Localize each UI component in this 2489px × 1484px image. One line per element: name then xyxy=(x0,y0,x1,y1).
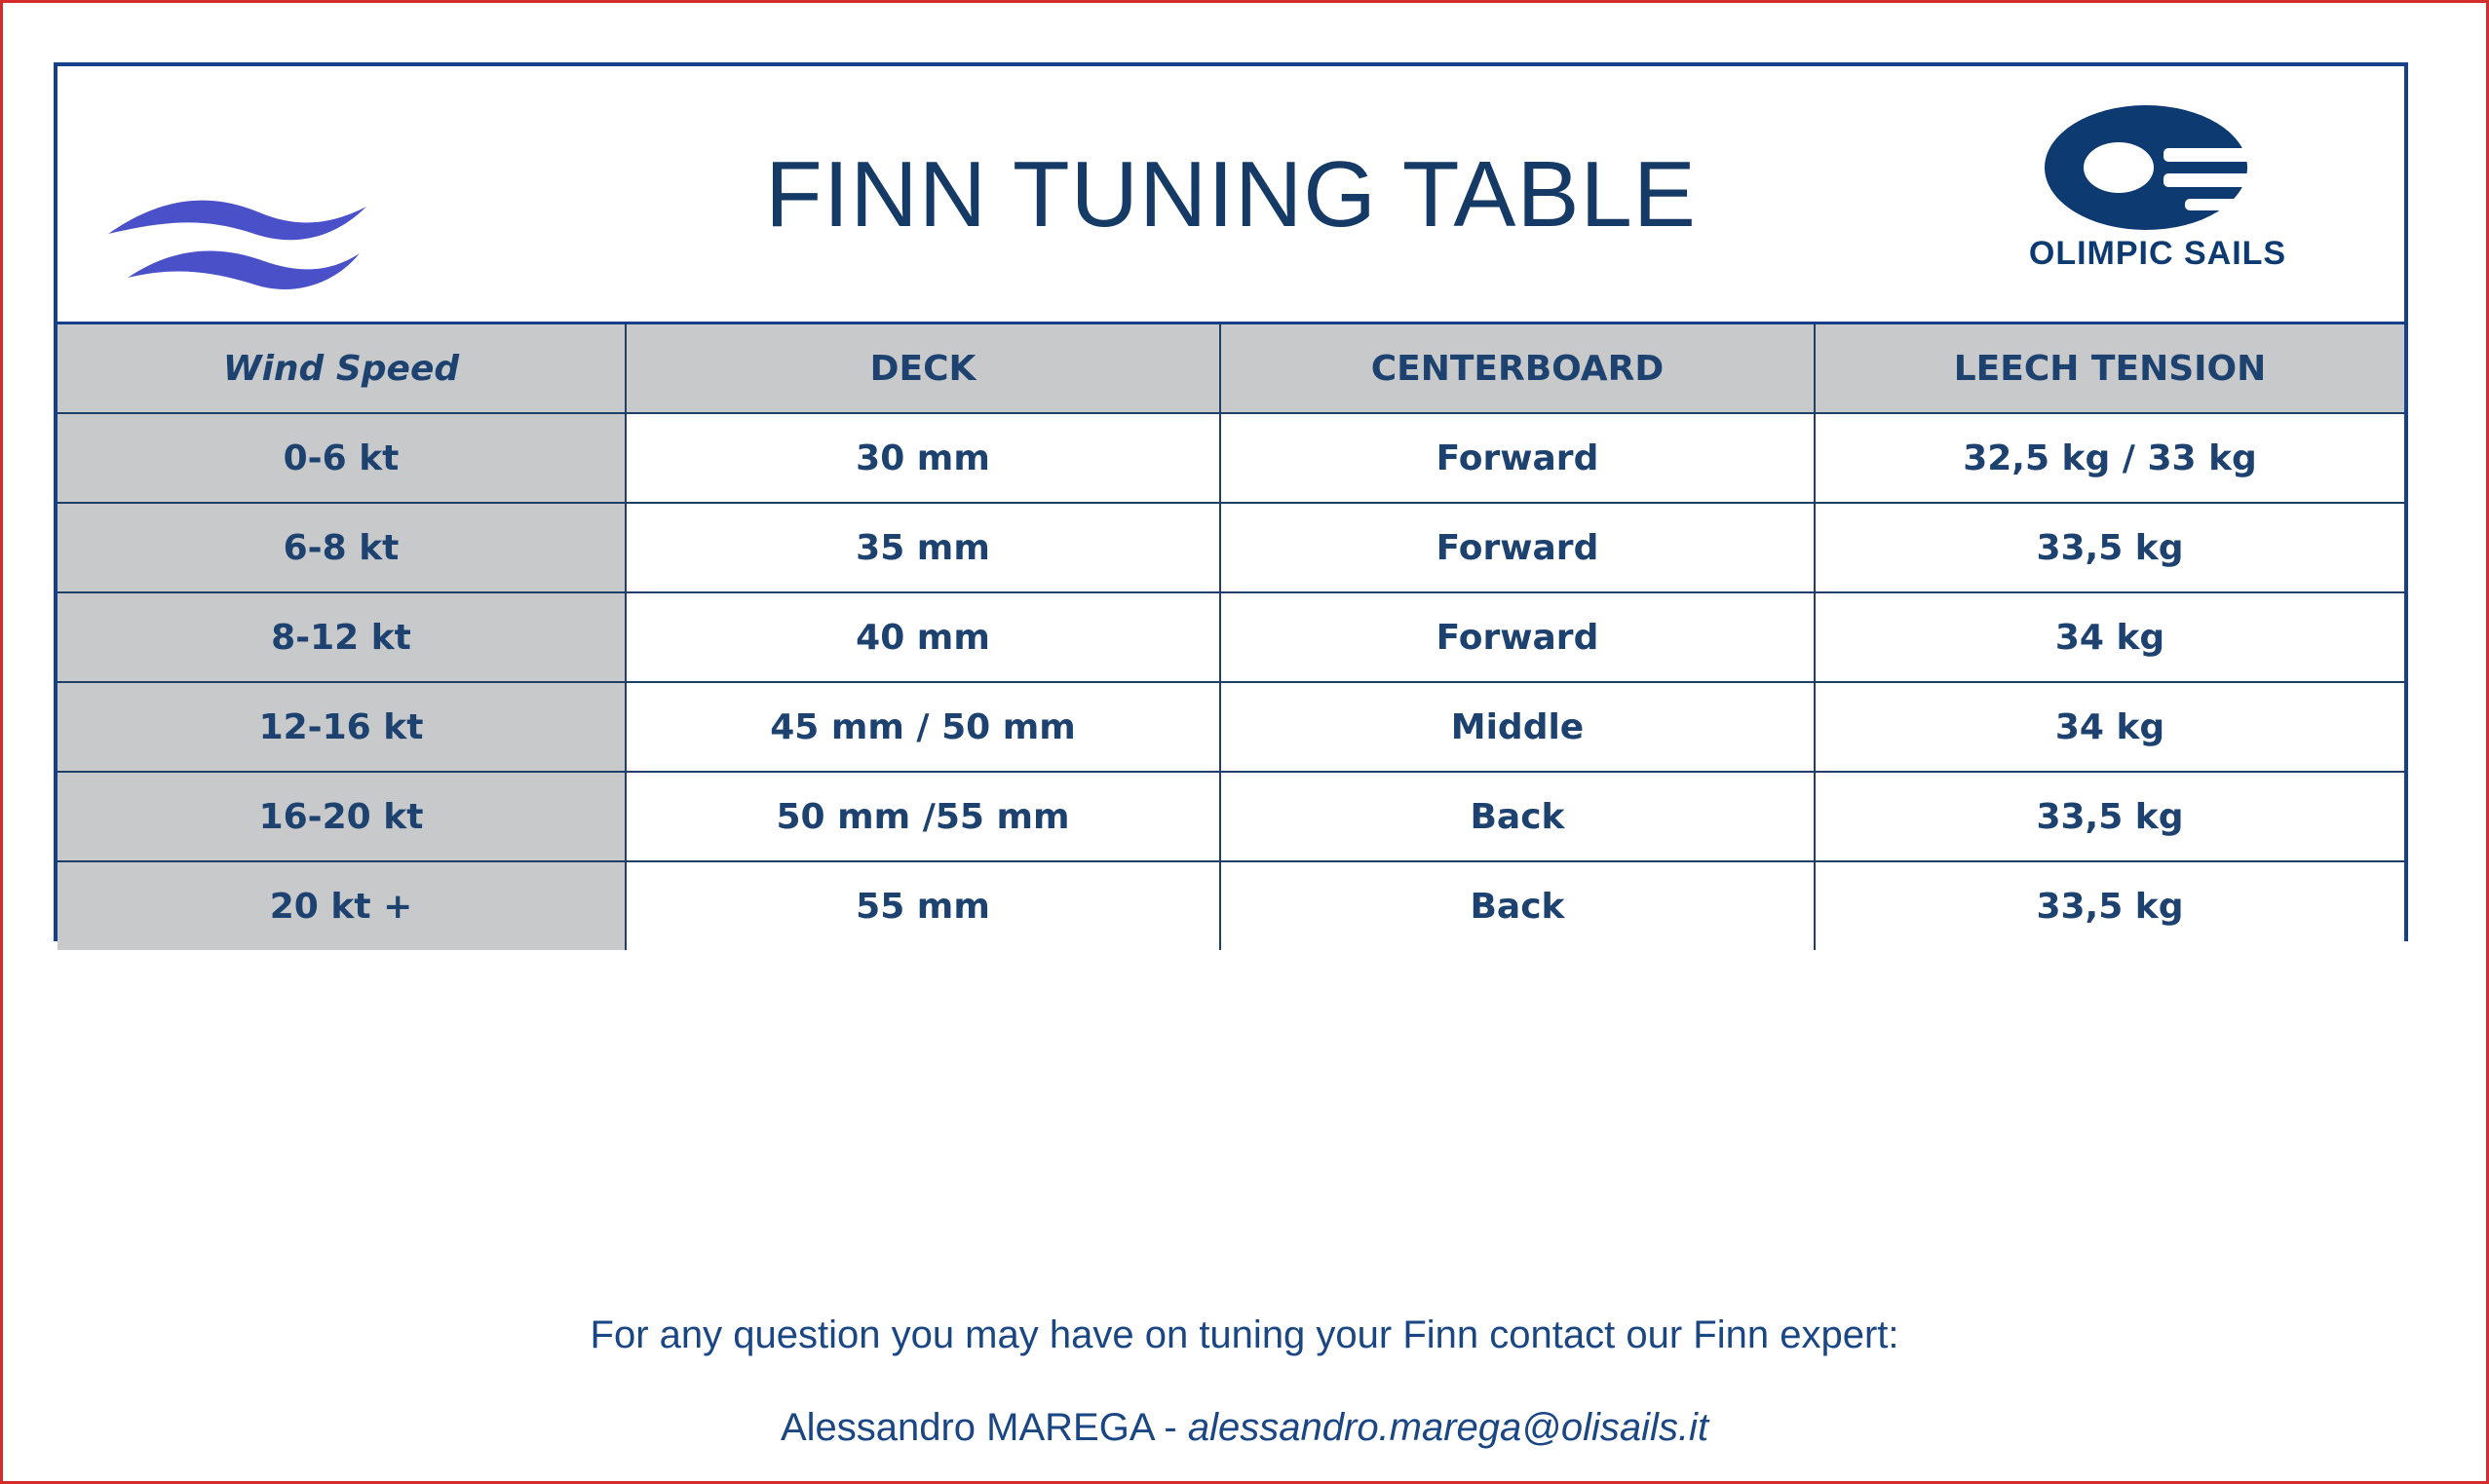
header-deck: DECK xyxy=(626,323,1220,414)
deck-cell: 50 mm /55 mm xyxy=(626,772,1220,861)
footer-contact xyxy=(0,1406,2489,1450)
wind-speed-cell: 0-6 kt xyxy=(57,413,626,503)
table-row xyxy=(57,592,2404,682)
deck-cell: 35 mm xyxy=(626,503,1220,592)
deck-cell: 30 mm xyxy=(626,413,1220,503)
brand-logo xyxy=(1958,101,2357,296)
deck-cell: 45 mm / 50 mm xyxy=(626,682,1220,772)
footer-question: For any question you may have on tuning your Finn contact our Finn expert: xyxy=(590,1313,1899,1356)
leech-tension-cell: 32,5 kg / 33 kg xyxy=(1815,413,2404,503)
centerboard-cell: Forward xyxy=(1220,592,1815,682)
centerboard-cell: Forward xyxy=(1220,413,1815,503)
header-centerboard: CENTERBOARD xyxy=(1220,323,1815,414)
table-row xyxy=(57,503,2404,592)
leech-tension-cell: 33,5 kg xyxy=(1815,861,2404,950)
table-row xyxy=(57,861,2404,950)
wind-speed-cell: 20 kt + xyxy=(57,861,626,950)
table-row xyxy=(57,772,2404,861)
deck-cell: 40 mm xyxy=(626,592,1220,682)
wind-speed-cell: 8-12 kt xyxy=(57,592,626,682)
table-header-row xyxy=(57,323,2404,414)
sheet-header xyxy=(57,66,2404,322)
header-leech-tension: LEECH TENSION xyxy=(1815,323,2404,414)
tuning-table xyxy=(57,322,2404,950)
contact-email-link[interactable]: alessandro.marega@olisails.it xyxy=(1187,1406,1709,1449)
contact-name: Alessandro MAREGA - xyxy=(780,1406,1188,1449)
table-row xyxy=(57,413,2404,503)
table-row xyxy=(57,682,2404,772)
centerboard-cell: Back xyxy=(1220,861,1815,950)
centerboard-cell: Back xyxy=(1220,772,1815,861)
centerboard-cell: Middle xyxy=(1220,682,1815,772)
header-wind-speed: Wind Speed xyxy=(57,323,626,414)
centerboard-cell: Forward xyxy=(1220,503,1815,592)
wave-icon xyxy=(98,146,391,322)
olimpic-sails-logo xyxy=(2039,101,2273,238)
leech-tension-cell: 34 kg xyxy=(1815,682,2404,772)
brand-name: OLIMPIC SAILS xyxy=(2028,235,2287,272)
leech-tension-cell: 33,5 kg xyxy=(1815,503,2404,592)
leech-tension-cell: 33,5 kg xyxy=(1815,772,2404,861)
wind-speed-cell: 6-8 kt xyxy=(57,503,626,592)
wind-speed-cell: 12-16 kt xyxy=(57,682,626,772)
leech-tension-cell: 34 kg xyxy=(1815,592,2404,682)
wind-speed-cell: 16-20 kt xyxy=(57,772,626,861)
tuning-sheet xyxy=(54,62,2408,941)
deck-cell: 55 mm xyxy=(626,861,1220,950)
page-title: FINN TUNING TABLE xyxy=(765,142,1697,247)
